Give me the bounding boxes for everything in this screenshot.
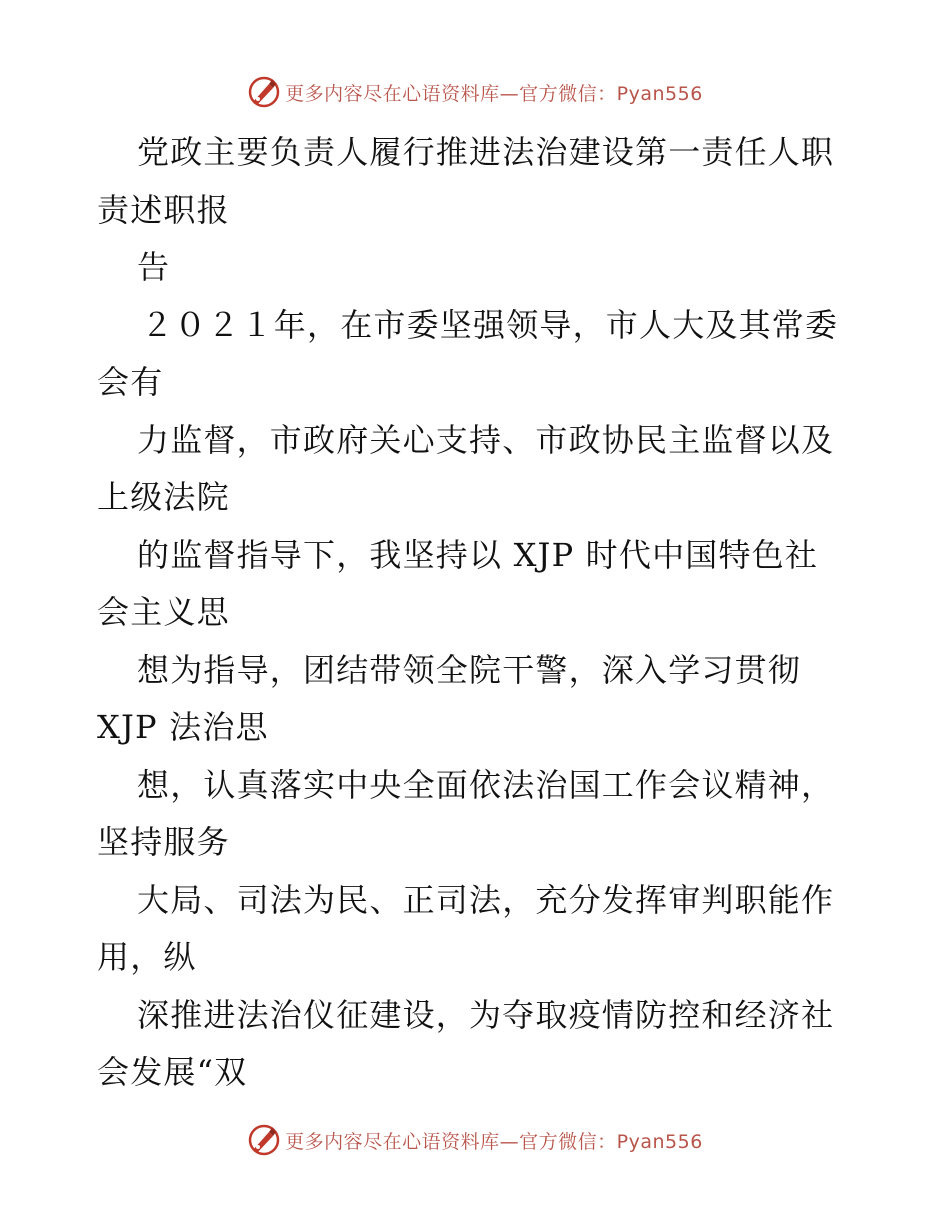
body-line: ２０２１年，在市委坚强领导，市人大及其常委 <box>141 305 839 344</box>
body-line: 力监督，市政府关心支持、市政协民主监督以及 <box>137 420 835 459</box>
body-line: 想，认真落实中央全面依法治国工作会议精神， <box>137 765 835 804</box>
body-line: 上级法院 <box>97 478 230 516</box>
body-line: 坚持服务 <box>97 823 230 861</box>
body-line: 用，纵 <box>97 938 197 976</box>
body-line: 会主义思 <box>97 593 230 631</box>
body-line: XJP 法治思 <box>97 708 269 746</box>
body-line: 会有 <box>97 363 164 401</box>
title-line-3: 告 <box>137 248 171 286</box>
pen-logo-icon <box>247 1123 281 1157</box>
body-line: 会发展“双 <box>97 1053 248 1091</box>
body-line: 的监督指导下，我坚持以 XJP 时代中国特色社 <box>137 535 819 574</box>
pen-logo-icon <box>247 75 281 109</box>
title-line-1: 党政主要负责人履行推进法治建设第一责任人职 <box>137 133 835 171</box>
body-line: 深推进法治仪征建设，为夺取疫情防控和经济社 <box>137 995 835 1034</box>
body-line: 大局、司法为民、正司法，充分发挥审判职能作 <box>137 880 835 919</box>
footer-watermark-banner <box>0 1120 950 1160</box>
title-line-2: 责述职报 <box>97 190 230 229</box>
header-watermark-banner <box>0 72 950 112</box>
footer-watermark-text: 更多内容尽在心语资料库—官方微信：Pyan556 <box>285 1130 703 1153</box>
header-watermark-text: 更多内容尽在心语资料库—官方微信：Pyan556 <box>285 82 703 105</box>
document-body <box>97 124 857 1102</box>
body-line: 想为指导，团结带领全院干警，深入学习贯彻 <box>137 650 802 689</box>
